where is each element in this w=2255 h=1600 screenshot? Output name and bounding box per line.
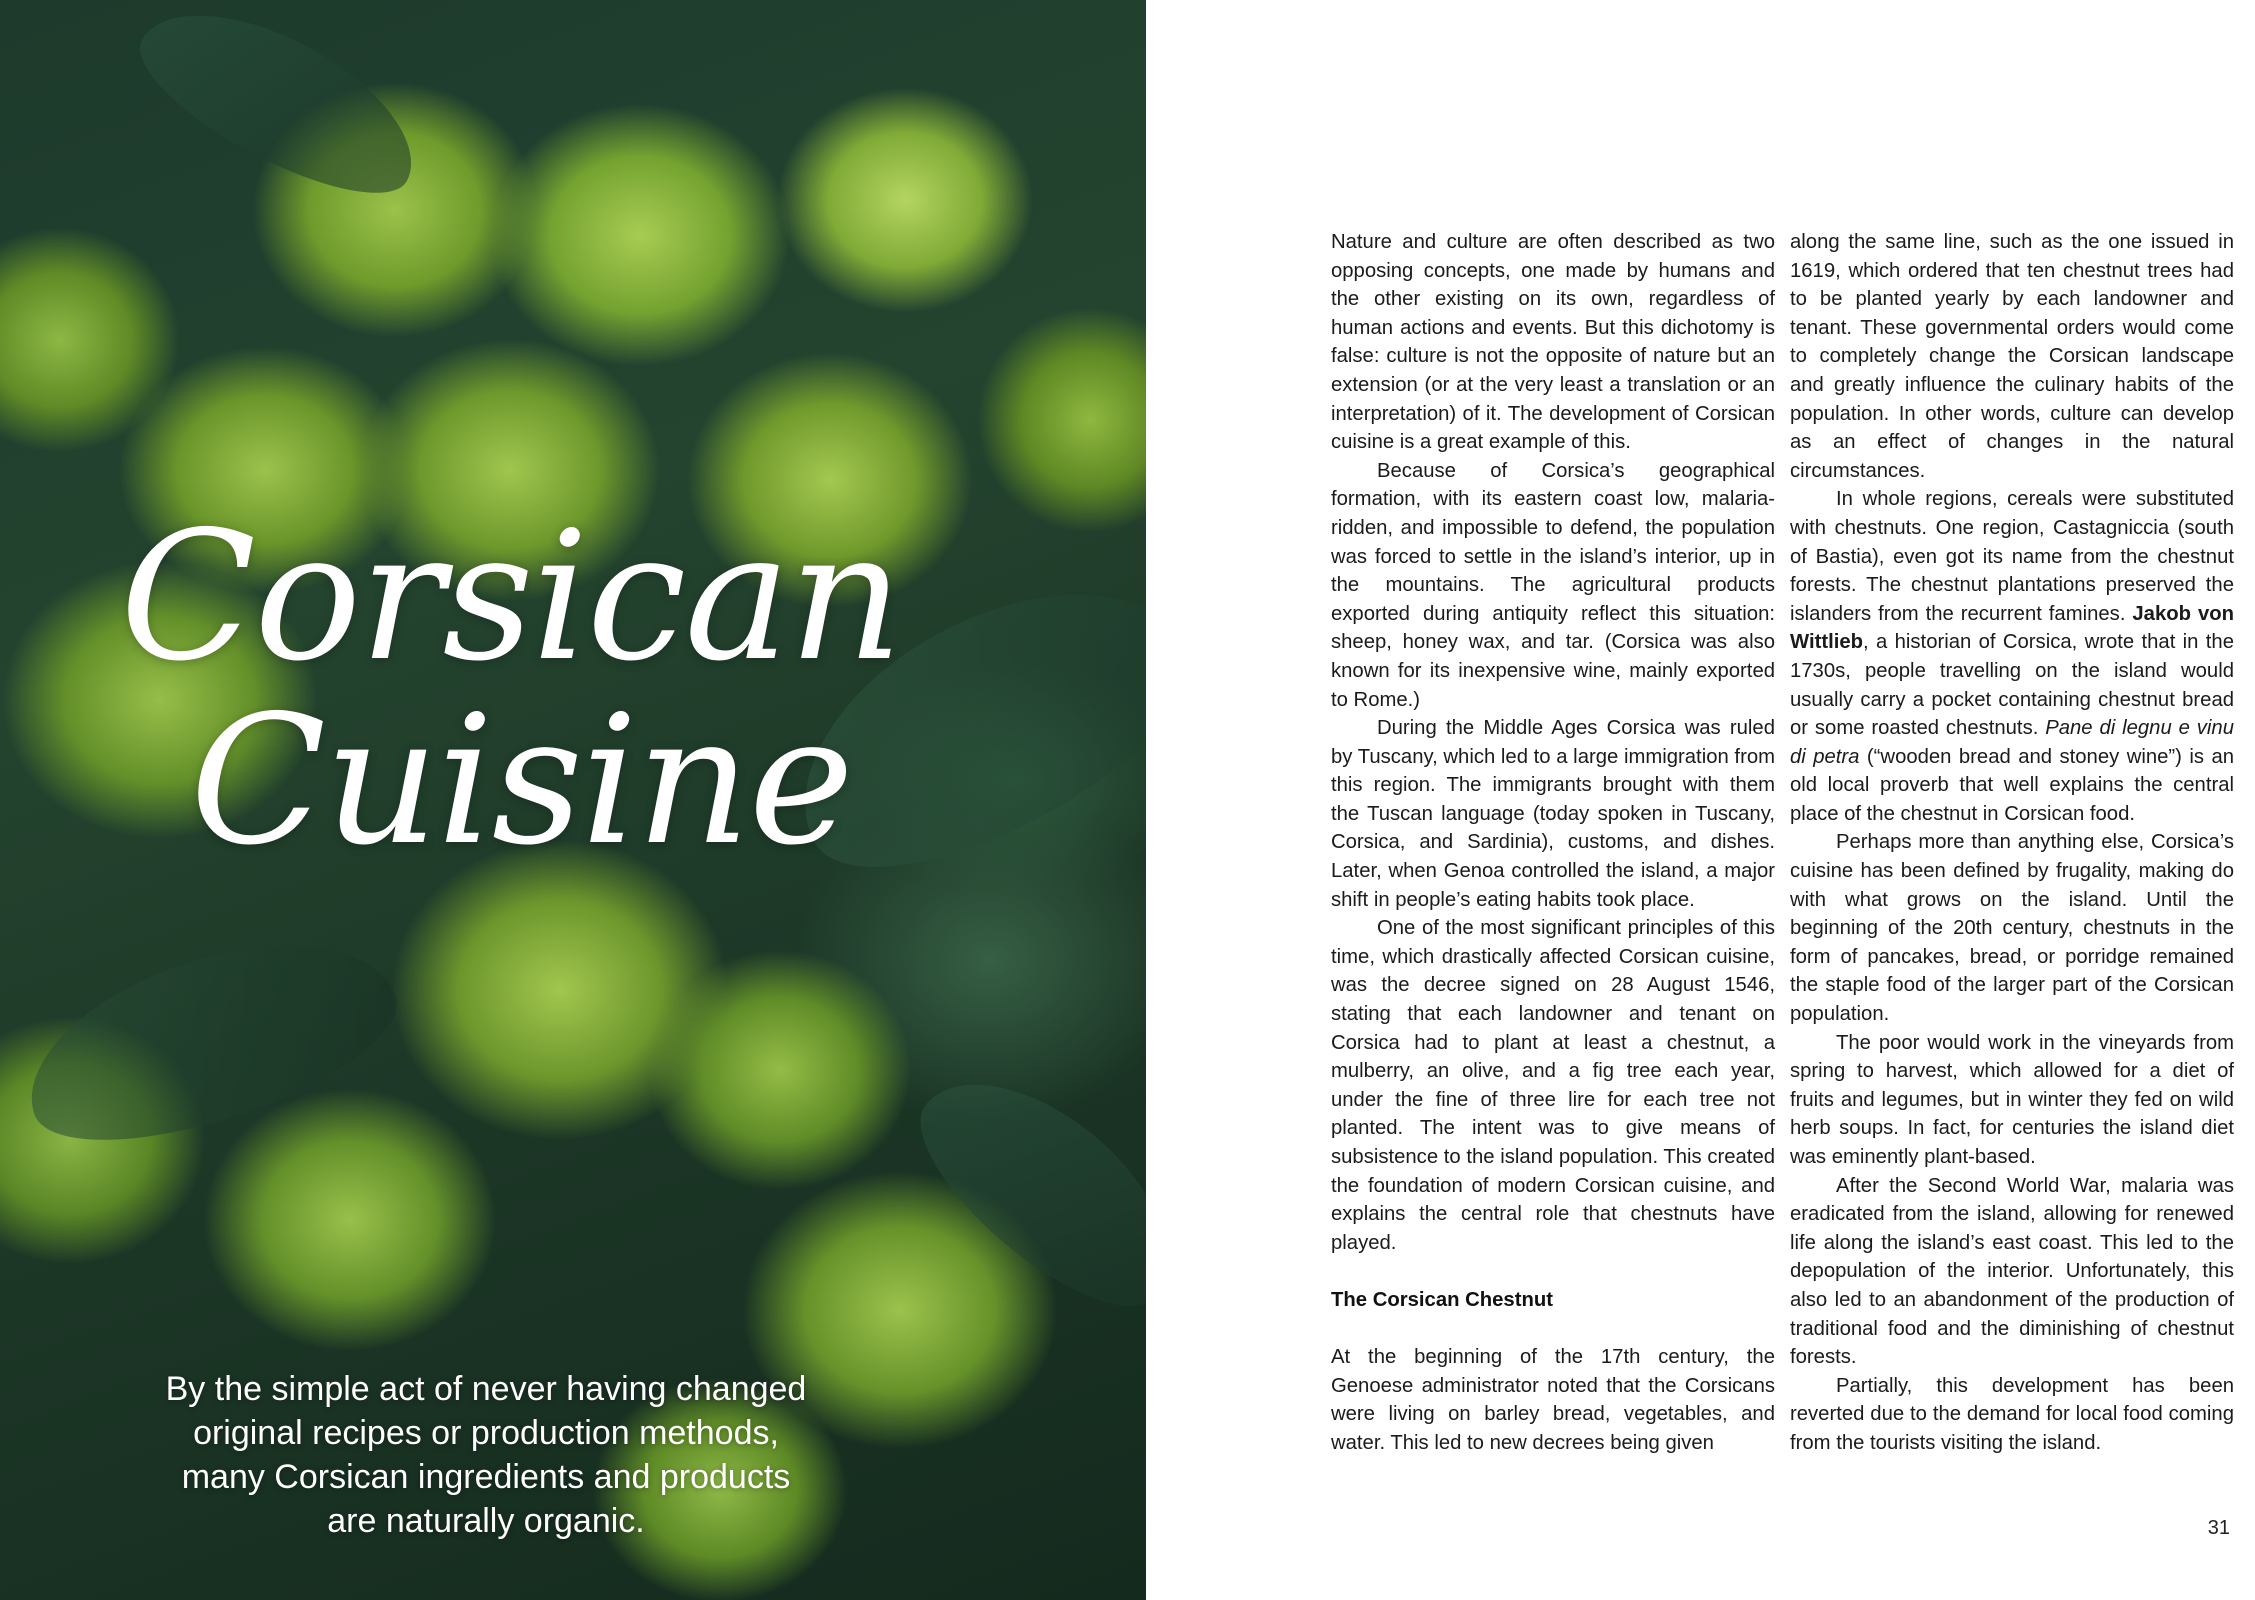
paragraph: Nature and culture are often described as two opposing concepts, one made by humans and the other existing on its own, regardless of human actions and events. But this dichotomy is false: culture is not the opposite of nature but an extension (or at the very least a translation or an interpretation) of it. The development of Corsican cuisine is a great example of this. [1331, 231, 1775, 454]
page-number: 31 [2207, 1517, 2230, 1539]
article-column-1 [1331, 228, 1775, 1458]
title-line-1: Corsican [120, 493, 902, 700]
article-column-2 [1790, 228, 2234, 1458]
paragraph [1790, 485, 2234, 828]
photo-caption: By the simple act of never having changed original recipes or production methods, many Corsican ingredients and products are naturally organic. [165, 1370, 807, 1540]
section-heading: The Corsican Chestnut [1331, 1288, 1553, 1311]
chestnut-leaf [890, 1040, 1146, 1340]
paragraph: One of the most significant principles of this time, which drastically affected Corsican cuisine, was the decree signed on 28 August 1546, stating that each landowner and tenant on Corsica had to plant at least a chestnut, a mulberry, an olive, and a fig tree each year, under the fine of three lire for each tree not planted. The intent was to give means of subsistence to the island population. This created the foundation of modern Corsican cuisine, and explains the central role that chestnuts have played. [1331, 917, 1775, 1254]
page-title [120, 493, 1020, 884]
paragraph: along the same line, such as the one issued in 1619, which ordered that ten chestnut trees had to be planted yearly by each landowner and tenant. These governmental orders would come to completely change the Corsican landscape and greatly influence the culinary habits of the population. In other words, culture can develop as an effect of changes in the natural circumstances. [1790, 231, 2234, 482]
title-line-2: Cuisine [190, 677, 853, 884]
text-run: In whole regions, cereals were substituted with chestnuts. One region, Castagniccia (south of Bastia), even got its name from the chestnut forests. The chestnut plantations preserved the islanders from the recurrent famines. [1790, 488, 2234, 625]
chestnut-leaf [5, 905, 416, 1175]
chestnut-leaf [119, 0, 440, 223]
paragraph: Because of Corsica’s geographical formation, with its eastern coast low, malaria-ridden, and impossible to defend, the population was forced to settle in the island’s interior, up in the mountains. The agricultural products exported during antiquity reflect this situation: sheep, honey wax, and tar. (Corsica was also known for its inexpensive wine, mainly exported to Rome.) [1331, 459, 1775, 711]
paragraph: After the Second World War, malaria was eradicated from the island, allowing for renewed life along the island’s east coast. This led to the depopulation of the interior. Unfortunately, this also led to an abandonment of the production of traditional food and the diminishing of chestnut forests. [1790, 1174, 2234, 1369]
paragraph: During the Middle Ages Corsica was ruled by Tuscany, which led to a large immigration from this region. The immigrants brought with them the Tuscan language (today spoken in Tuscany, Corsica, and Sardinia), customs, and dishes. Later, when Genoa controlled the island, a major shift in people’s eating habits took place. [1331, 717, 1775, 911]
proverb: Pane di legnu e vinu di petra [1790, 717, 2234, 768]
text-run: (“wooden bread and stoney wine”) is an old local proverb that well explains the central place of the chestnut in Corsican food. [1790, 745, 2234, 825]
text-run: , a historian of Corsica, wrote that in the 1730s, people travelling on the island would usually carry a pocket containing chestnut bread or some roasted chestnuts. [1790, 631, 2234, 740]
paragraph: At the beginning of the 17th century, the Genoese administrator noted that the Corsicans were living on barley bread, vegetables, and water. This led to new decrees being given [1331, 1346, 1775, 1454]
historian-name: Jakob von Wittlieb [1790, 602, 2234, 654]
paragraph: Perhaps more than anything else, Corsica’s cuisine has been defined by frugality, making do with what grows on the island. Until the beginning of the 20th century, chestnuts in the form of pancakes, bread, or porridge remained the staple food of the larger part of the Corsican population. [1790, 831, 2234, 1026]
paragraph: The poor would work in the vineyards from spring to harvest, which allowed for a diet of fruits and legumes, but in winter they fed on wild herb soups. In fact, for centuries the island diet was eminently plant-based. [1790, 1031, 2234, 1168]
paragraph: Partially, this development has been reverted due to the demand for local food coming from the tourists visiting the island. [1790, 1374, 2234, 1454]
